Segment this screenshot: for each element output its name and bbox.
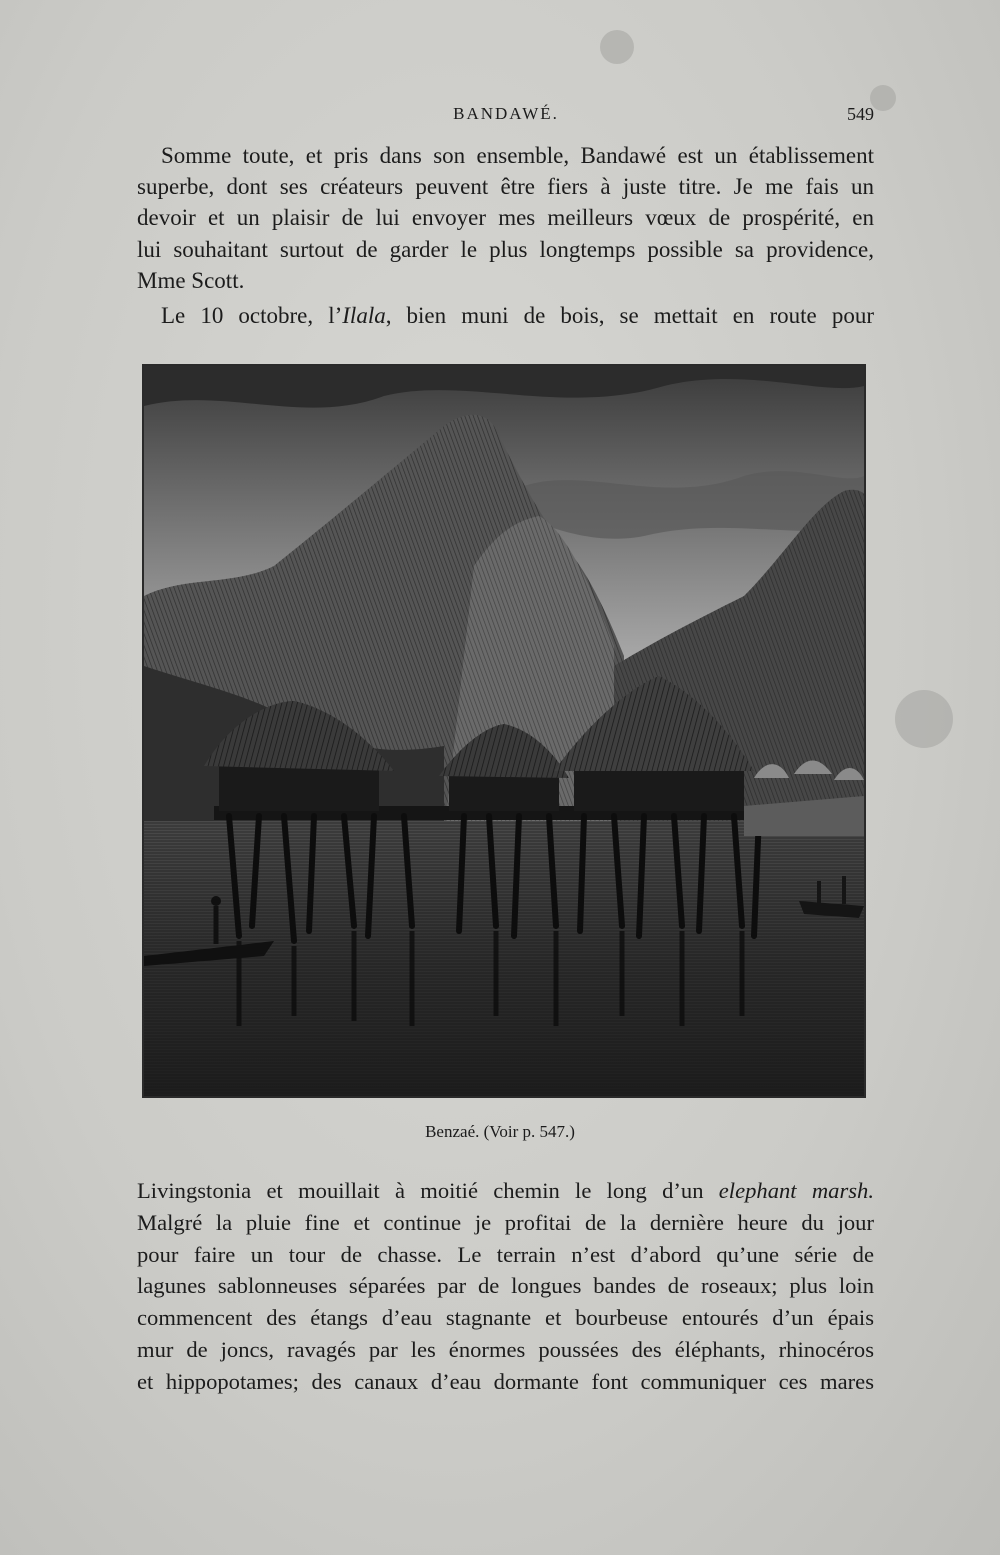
- text-line: [137, 300, 874, 331]
- text-line: mur de joncs, ravagés par les énormes poussées des éléphants, rhinocéros: [137, 1336, 874, 1362]
- text-line: commencent des étangs d’eau stagnante et bourbeuse entourés d’un épais: [137, 1305, 874, 1331]
- text-line: Malgré la pluie fine et continue je profitai de la dernière heure du jour: [137, 1209, 874, 1235]
- text-line: et hippopotames; des canaux d’eau dormante font communiquer ces mares: [137, 1368, 874, 1394]
- running-head: [138, 104, 874, 130]
- paragraph-3: [137, 1175, 874, 1398]
- paragraph-2: [137, 300, 874, 331]
- text-run: , bien muni de bois, se mettait en route pour: [385, 303, 874, 328]
- figure-caption: Benzaé. (Voir p. 547.): [425, 1122, 575, 1141]
- text-run: Livingstonia et mouillait à moitié chemin le long d’un: [137, 1178, 719, 1203]
- text-line: [137, 1175, 874, 1207]
- text-line: lui souhaitant surtout de garder le plus longtemps possible sa providence,: [137, 236, 874, 262]
- text-line: superbe, dont ses créateurs peuvent être fiers à juste titre. Je me fais un: [137, 174, 874, 200]
- text-line: Mme Scott.: [137, 267, 245, 293]
- text-run: Le 10 octobre, l’: [161, 303, 343, 328]
- engraving-illustration: [142, 364, 866, 1098]
- paragraph-1: [137, 140, 874, 296]
- text-line: Somme toute, et pris dans son ensemble, Bandawé est un établissement: [161, 143, 874, 168]
- running-title: BANDAWÉ.: [453, 104, 559, 123]
- paper-stain: [895, 690, 953, 748]
- text-line: devoir et un plaisir de lui envoyer mes meilleurs vœux de prospérité, en: [137, 205, 874, 231]
- text-line: lagunes sablonneuses séparées par de longues bandes de roseaux; plus loin: [137, 1273, 874, 1299]
- stilt-huts-engraving: [144, 366, 864, 1096]
- page-number: 549: [847, 104, 874, 124]
- text-line: pour faire un tour de chasse. Le terrain n’est d’abord qu’une série de: [137, 1241, 874, 1267]
- ship-name: Ilala: [342, 303, 386, 328]
- italic-phrase: elephant marsh.: [718, 1178, 875, 1203]
- paper-stain: [600, 30, 634, 64]
